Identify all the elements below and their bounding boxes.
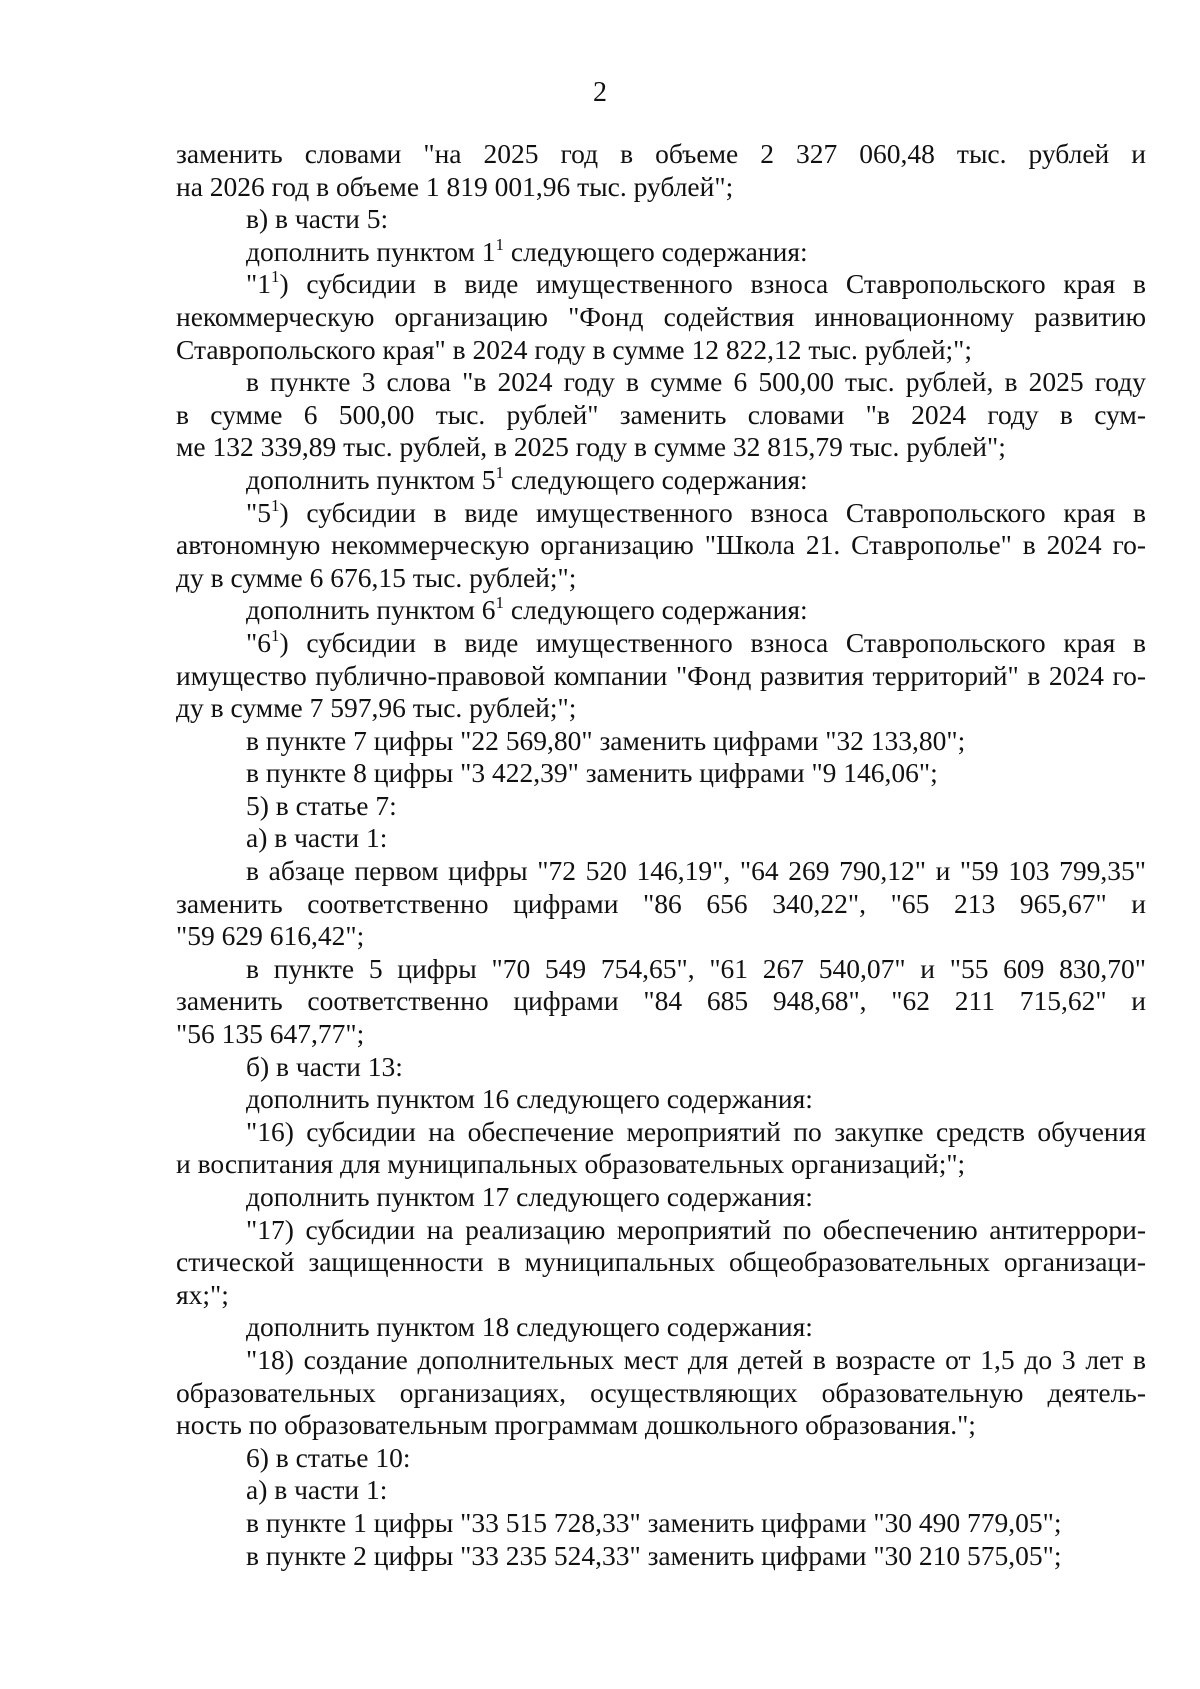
text-line: заменить соответственно цифрами "84 685 948,68", "62 211 715,62" и: [176, 985, 1146, 1017]
text-fragment: "6: [246, 626, 271, 658]
text-fragment: дополнить пунктом 1: [246, 235, 496, 267]
text-line: [176, 268, 1146, 301]
text-line: ду в сумме 6 676,15 тыс. рублей;";: [176, 561, 577, 593]
page-number: 2: [593, 77, 607, 108]
text-fragment: следующего содержания:: [504, 463, 808, 495]
text-line: Ставропольского края" в 2024 году в сумме 12 822,12 тыс. рублей;";: [176, 333, 973, 365]
superscript: 1: [495, 594, 505, 613]
text-line: ях;";: [176, 1278, 229, 1310]
text-line: автономную некоммерческую организацию "Школа 21. Ставрополье" в 2024 го-: [176, 529, 1146, 561]
superscript: 1: [270, 496, 280, 515]
text-fragment: ) субсидии в виде имущественного взноса Ставропольского края в: [279, 496, 1146, 528]
text-fragment: ) субсидии в виде имущественного взноса Ставропольского края в: [279, 268, 1146, 300]
text-line: образовательных организациях, осуществляющих образовательную деятель-: [176, 1376, 1146, 1408]
text-fragment: дополнить пунктом 6: [246, 594, 496, 626]
text-line: [176, 627, 1146, 660]
superscript: 1: [495, 235, 505, 254]
text-line: [176, 236, 1146, 269]
text-fragment: следующего содержания:: [504, 594, 808, 626]
text-line: в сумме 6 500,00 тыс. рублей" заменить словами "в 2024 году в сум-: [176, 398, 1146, 430]
text-fragment: дополнить пунктом 5: [246, 463, 496, 495]
text-line: 6) в статье 10:: [246, 1441, 411, 1473]
text-line: [176, 497, 1146, 530]
superscript: 1: [270, 268, 280, 287]
superscript: 1: [270, 626, 280, 645]
text-line: и воспитания для муниципальных образовательных организаций;";: [176, 1148, 966, 1180]
text-line: [176, 594, 1146, 627]
text-line: а) в части 1:: [246, 1474, 388, 1506]
text-line: в абзаце первом цифры "72 520 146,19", "64 269 790,12" и "59 103 799,35": [246, 855, 1146, 887]
text-line: в пункте 5 цифры "70 549 754,65", "61 267 540,07" и "55 609 830,70": [246, 952, 1146, 984]
text-line: "17) субсидии на реализацию мероприятий по обеспечению антитеррори-: [246, 1213, 1146, 1245]
text-line: заменить словами "на 2025 год в объеме 2 327 060,48 тыс. рублей и: [176, 138, 1146, 169]
text-fragment: ) субсидии в виде имущественного взноса Ставропольского края в: [279, 626, 1146, 658]
text-line: в пункте 3 слова "в 2024 году в сумме 6 500,00 тыс. рублей, в 2025 году: [246, 366, 1146, 398]
text-line: б) в части 13:: [246, 1050, 403, 1082]
superscript: 1: [495, 463, 505, 482]
text-line: на 2026 год в объеме 1 819 001,96 тыс. рублей";: [176, 170, 734, 202]
text-line: в пункте 7 цифры "22 569,80" заменить цифрами "32 133,80";: [246, 724, 966, 756]
text-line: в пункте 2 цифры "33 235 524,33" заменить цифрами "30 210 575,05";: [246, 1539, 1062, 1571]
text-fragment: следующего содержания:: [504, 235, 808, 267]
text-line: дополнить пунктом 18 следующего содержания:: [246, 1311, 813, 1343]
text-line: "59 629 616,42";: [176, 920, 365, 952]
text-fragment: "5: [246, 496, 271, 528]
text-line: "56 135 647,77";: [176, 1018, 365, 1050]
text-line: дополнить пунктом 17 следующего содержания:: [246, 1181, 813, 1212]
text-line: имущество публично-правовой компании "Фонд развития территорий" в 2024 го-: [176, 659, 1146, 691]
text-line: в пункте 8 цифры "3 422,39" заменить цифрами "9 146,06";: [246, 757, 938, 789]
text-line: в) в части 5:: [246, 203, 389, 235]
document-body: [176, 138, 1146, 1572]
text-line: некоммерческую организацию "Фонд содействия инновационному развитию: [176, 300, 1146, 332]
text-line: заменить соответственно цифрами "86 656 340,22", "65 213 965,67" и: [176, 887, 1146, 919]
text-line: ность по образовательным программам дошкольного образования.";: [176, 1409, 976, 1441]
text-line: ду в сумме 7 597,96 тыс. рублей;";: [176, 692, 577, 724]
text-line: ме 132 339,89 тыс. рублей, в 2025 году в сумме 32 815,79 тыс. рублей";: [176, 431, 1006, 463]
text-line: а) в части 1:: [246, 822, 388, 854]
text-line: в пункте 1 цифры "33 515 728,33" заменить цифрами "30 490 779,05";: [246, 1506, 1062, 1538]
text-line: "16) субсидии на обеспечение мероприятий по закупке средств обучения: [246, 1115, 1146, 1147]
text-line: 5) в статье 7:: [246, 789, 397, 821]
text-line: стической защищенности в муниципальных общеобразовательных организаци-: [176, 1246, 1146, 1278]
text-line: "18) создание дополнительных мест для детей в возрасте от 1,5 до 3 лет в: [246, 1343, 1146, 1375]
text-line: дополнить пунктом 16 следующего содержания:: [246, 1083, 813, 1115]
text-fragment: "1: [246, 268, 271, 300]
text-line: [176, 464, 1146, 497]
